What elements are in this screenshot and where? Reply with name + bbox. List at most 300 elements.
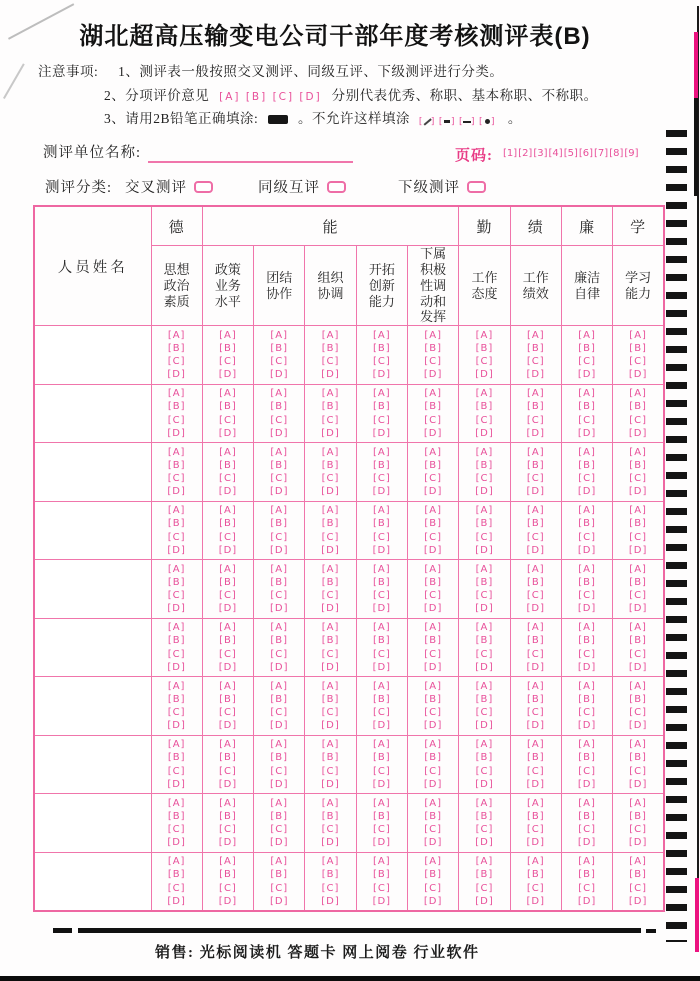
bubble-d[interactable]: [D] xyxy=(372,778,392,790)
bubble-b[interactable]: [B] xyxy=(424,810,442,822)
bubble-a[interactable]: [A] xyxy=(475,797,494,809)
bubble-c[interactable]: [C] xyxy=(578,356,596,368)
bubble-d[interactable]: [D] xyxy=(269,837,289,849)
bubble-b[interactable]: [B] xyxy=(167,810,186,822)
bubble-c[interactable]: [C] xyxy=(219,590,237,602)
bubble-b[interactable]: [B] xyxy=(629,459,647,471)
bubble-b[interactable]: [B] xyxy=(578,401,596,413)
bubble-c[interactable]: [C] xyxy=(321,707,340,719)
bubble-b[interactable]: [B] xyxy=(167,342,186,354)
bubble-d[interactable]: [D] xyxy=(167,778,186,790)
bubble-c[interactable]: [C] xyxy=(629,356,648,368)
bubble-d[interactable]: [D] xyxy=(628,837,648,849)
bubble-d[interactable]: [D] xyxy=(269,895,289,907)
bubble-d[interactable]: [D] xyxy=(423,720,443,732)
bubble-b[interactable]: [B] xyxy=(629,693,647,705)
bubble-b[interactable]: [B] xyxy=(629,518,647,530)
bubble-d[interactable]: [D] xyxy=(475,427,494,439)
bubble-b[interactable]: [B] xyxy=(424,869,442,881)
bubble-a[interactable]: [A] xyxy=(424,856,442,868)
bubble-a[interactable]: [A] xyxy=(424,622,442,634)
bubble-c[interactable]: [C] xyxy=(526,882,545,894)
name-write-area[interactable] xyxy=(34,443,151,502)
bubble-b[interactable]: [B] xyxy=(424,752,442,764)
name-write-area[interactable] xyxy=(34,794,151,853)
bubble-c[interactable]: [C] xyxy=(372,882,391,894)
bubble-a[interactable]: [A] xyxy=(526,388,545,400)
bubble-d[interactable]: [D] xyxy=(372,603,392,615)
bubble-b[interactable]: [B] xyxy=(424,693,442,705)
bubble-c[interactable]: [C] xyxy=(270,356,289,368)
bubble-c[interactable]: [C] xyxy=(629,414,648,426)
bubble-a[interactable]: [A] xyxy=(167,329,186,341)
bubble-a[interactable]: [A] xyxy=(526,856,545,868)
bubble-d[interactable]: [D] xyxy=(321,720,340,732)
subordinate-eval-checkbox[interactable] xyxy=(467,181,486,193)
bubble-a[interactable]: [A] xyxy=(373,505,391,517)
bubble-b[interactable]: [B] xyxy=(578,459,596,471)
bubble-c[interactable]: [C] xyxy=(270,590,289,602)
bubble-d[interactable]: [D] xyxy=(321,837,340,849)
bubble-a[interactable]: [A] xyxy=(424,329,442,341)
bubble-a[interactable]: [A] xyxy=(578,329,596,341)
bubble-d[interactable]: [D] xyxy=(321,895,340,907)
bubble-c[interactable]: [C] xyxy=(526,414,545,426)
bubble-c[interactable]: [C] xyxy=(629,531,648,543)
bubble-b[interactable]: [B] xyxy=(578,518,596,530)
bubble-b[interactable]: [B] xyxy=(270,635,289,647)
bubble-d[interactable]: [D] xyxy=(526,486,546,498)
page-number-bubble[interactable]: [3] xyxy=(533,148,548,159)
bubble-a[interactable]: [A] xyxy=(321,563,340,575)
bubble-a[interactable]: [A] xyxy=(321,739,340,751)
bubble-a[interactable]: [A] xyxy=(167,797,186,809)
bubble-c[interactable]: [C] xyxy=(270,882,289,894)
bubble-b[interactable]: [B] xyxy=(424,459,442,471)
bubble-b[interactable]: [B] xyxy=(629,869,647,881)
bubble-c[interactable]: [C] xyxy=(475,414,494,426)
bubble-a[interactable]: [A] xyxy=(219,563,237,575)
bubble-a[interactable]: [A] xyxy=(424,680,442,692)
bubble-c[interactable]: [C] xyxy=(321,414,340,426)
bubble-b[interactable]: [B] xyxy=(578,810,596,822)
bubble-a[interactable]: [A] xyxy=(629,680,647,692)
bubble-c[interactable]: [C] xyxy=(578,765,596,777)
bubble-a[interactable]: [A] xyxy=(526,797,545,809)
bubble-c[interactable]: [C] xyxy=(424,473,443,485)
bubble-a[interactable]: [A] xyxy=(321,329,340,341)
bubble-b[interactable]: [B] xyxy=(373,752,391,764)
bubble-a[interactable]: [A] xyxy=(270,739,289,751)
bubble-b[interactable]: [B] xyxy=(424,576,442,588)
bubble-b[interactable]: [B] xyxy=(219,401,237,413)
bubble-c[interactable]: [C] xyxy=(167,531,186,543)
bubble-a[interactable]: [A] xyxy=(270,388,289,400)
bubble-a[interactable]: [A] xyxy=(219,739,237,751)
bubble-a[interactable]: [A] xyxy=(424,505,442,517)
bubble-c[interactable]: [C] xyxy=(270,648,289,660)
bubble-a[interactable]: [A] xyxy=(526,329,545,341)
bubble-a[interactable]: [A] xyxy=(373,388,391,400)
bubble-a[interactable]: [A] xyxy=(219,446,237,458)
bubble-a[interactable]: [A] xyxy=(373,739,391,751)
bubble-d[interactable]: [D] xyxy=(321,544,340,556)
bubble-c[interactable]: [C] xyxy=(270,473,289,485)
page-number-bubble[interactable]: [4] xyxy=(548,148,563,159)
bubble-a[interactable]: [A] xyxy=(373,856,391,868)
bubble-a[interactable]: [A] xyxy=(219,505,237,517)
bubble-a[interactable]: [A] xyxy=(629,739,647,751)
bubble-d[interactable]: [D] xyxy=(423,661,443,673)
bubble-c[interactable]: [C] xyxy=(475,882,494,894)
bubble-c[interactable]: [C] xyxy=(526,707,545,719)
bubble-c[interactable]: [C] xyxy=(424,531,443,543)
name-write-area[interactable] xyxy=(34,677,151,736)
peer-eval-checkbox[interactable] xyxy=(327,181,346,193)
bubble-b[interactable]: [B] xyxy=(167,635,186,647)
bubble-c[interactable]: [C] xyxy=(167,414,186,426)
bubble-c[interactable]: [C] xyxy=(424,648,443,660)
bubble-b[interactable]: [B] xyxy=(219,635,237,647)
bubble-b[interactable]: [B] xyxy=(219,869,237,881)
bubble-d[interactable]: [D] xyxy=(577,778,597,790)
unit-name-input-line[interactable] xyxy=(148,143,353,163)
bubble-b[interactable]: [B] xyxy=(373,401,391,413)
bubble-d[interactable]: [D] xyxy=(218,603,238,615)
bubble-d[interactable]: [D] xyxy=(628,778,648,790)
bubble-b[interactable]: [B] xyxy=(629,752,647,764)
bubble-a[interactable]: [A] xyxy=(167,856,186,868)
bubble-c[interactable]: [C] xyxy=(321,824,340,836)
bubble-c[interactable]: [C] xyxy=(629,590,648,602)
bubble-c[interactable]: [C] xyxy=(372,765,391,777)
bubble-b[interactable]: [B] xyxy=(424,401,442,413)
bubble-c[interactable]: [C] xyxy=(475,765,494,777)
bubble-c[interactable]: [C] xyxy=(321,765,340,777)
name-write-area[interactable] xyxy=(34,560,151,619)
bubble-c[interactable]: [C] xyxy=(475,824,494,836)
bubble-c[interactable]: [C] xyxy=(475,531,494,543)
bubble-c[interactable]: [C] xyxy=(578,473,596,485)
bubble-b[interactable]: [B] xyxy=(219,576,237,588)
bubble-d[interactable]: [D] xyxy=(269,720,289,732)
bubble-d[interactable]: [D] xyxy=(167,486,186,498)
bubble-d[interactable]: [D] xyxy=(577,603,597,615)
bubble-d[interactable]: [D] xyxy=(372,720,392,732)
bubble-a[interactable]: [A] xyxy=(219,680,237,692)
bubble-d[interactable]: [D] xyxy=(269,369,289,381)
bubble-b[interactable]: [B] xyxy=(373,342,391,354)
bubble-c[interactable]: [C] xyxy=(270,765,289,777)
bubble-d[interactable]: [D] xyxy=(321,661,340,673)
bubble-b[interactable]: [B] xyxy=(475,752,494,764)
bubble-b[interactable]: [B] xyxy=(629,810,647,822)
page-number-bubble[interactable]: [8] xyxy=(609,148,624,159)
bubble-c[interactable]: [C] xyxy=(167,765,186,777)
bubble-b[interactable]: [B] xyxy=(373,459,391,471)
page-number-bubble[interactable]: [6] xyxy=(578,148,594,159)
bubble-a[interactable]: [A] xyxy=(321,622,340,634)
bubble-b[interactable]: [B] xyxy=(167,752,186,764)
bubble-a[interactable]: [A] xyxy=(629,329,647,341)
bubble-d[interactable]: [D] xyxy=(167,661,186,673)
bubble-a[interactable]: [A] xyxy=(578,563,596,575)
bubble-b[interactable]: [B] xyxy=(475,401,494,413)
bubble-b[interactable]: [B] xyxy=(219,693,237,705)
bubble-a[interactable]: [A] xyxy=(475,563,494,575)
bubble-d[interactable]: [D] xyxy=(218,778,238,790)
bubble-d[interactable]: [D] xyxy=(167,837,186,849)
bubble-b[interactable]: [B] xyxy=(475,459,494,471)
bubble-d[interactable]: [D] xyxy=(577,369,597,381)
bubble-c[interactable]: [C] xyxy=(578,648,596,660)
bubble-b[interactable]: [B] xyxy=(321,752,340,764)
bubble-b[interactable]: [B] xyxy=(424,518,442,530)
bubble-d[interactable]: [D] xyxy=(577,720,597,732)
bubble-a[interactable]: [A] xyxy=(270,446,289,458)
bubble-d[interactable]: [D] xyxy=(628,603,648,615)
bubble-d[interactable]: [D] xyxy=(423,486,443,498)
bubble-c[interactable]: [C] xyxy=(219,531,237,543)
bubble-d[interactable]: [D] xyxy=(475,778,494,790)
bubble-c[interactable]: [C] xyxy=(424,590,443,602)
bubble-b[interactable]: [B] xyxy=(526,459,545,471)
bubble-c[interactable]: [C] xyxy=(372,590,391,602)
bubble-c[interactable]: [C] xyxy=(629,882,648,894)
bubble-b[interactable]: [B] xyxy=(270,810,289,822)
bubble-c[interactable]: [C] xyxy=(629,648,648,660)
bubble-c[interactable]: [C] xyxy=(372,531,391,543)
bubble-a[interactable]: [A] xyxy=(373,329,391,341)
bubble-c[interactable]: [C] xyxy=(321,648,340,660)
bubble-c[interactable]: [C] xyxy=(372,707,391,719)
bubble-b[interactable]: [B] xyxy=(373,693,391,705)
bubble-c[interactable]: [C] xyxy=(475,648,494,660)
bubble-d[interactable]: [D] xyxy=(321,427,340,439)
bubble-c[interactable]: [C] xyxy=(219,414,237,426)
bubble-a[interactable]: [A] xyxy=(578,505,596,517)
bubble-c[interactable]: [C] xyxy=(321,882,340,894)
bubble-b[interactable]: [B] xyxy=(321,342,340,354)
bubble-a[interactable]: [A] xyxy=(321,446,340,458)
bubble-d[interactable]: [D] xyxy=(423,427,443,439)
bubble-b[interactable]: [B] xyxy=(321,518,340,530)
bubble-a[interactable]: [A] xyxy=(475,856,494,868)
bubble-c[interactable]: [C] xyxy=(424,824,443,836)
bubble-d[interactable]: [D] xyxy=(167,427,186,439)
bubble-a[interactable]: [A] xyxy=(373,797,391,809)
bubble-d[interactable]: [D] xyxy=(475,837,494,849)
page-number-bubble[interactable]: [1] xyxy=(503,148,518,159)
bubble-b[interactable]: [B] xyxy=(167,401,186,413)
bubble-b[interactable]: [B] xyxy=(167,693,186,705)
page-number-bubble[interactable]: [9] xyxy=(624,148,639,159)
bubble-b[interactable]: [B] xyxy=(475,635,494,647)
bubble-c[interactable]: [C] xyxy=(167,473,186,485)
bubble-c[interactable]: [C] xyxy=(424,356,443,368)
bubble-d[interactable]: [D] xyxy=(321,603,340,615)
bubble-a[interactable]: [A] xyxy=(373,680,391,692)
bubble-d[interactable]: [D] xyxy=(526,661,546,673)
bubble-d[interactable]: [D] xyxy=(372,486,392,498)
bubble-a[interactable]: [A] xyxy=(321,856,340,868)
bubble-b[interactable]: [B] xyxy=(270,342,289,354)
bubble-d[interactable]: [D] xyxy=(372,369,392,381)
bubble-d[interactable]: [D] xyxy=(577,661,597,673)
bubble-d[interactable]: [D] xyxy=(269,661,289,673)
bubble-b[interactable]: [B] xyxy=(629,635,647,647)
bubble-b[interactable]: [B] xyxy=(424,635,442,647)
bubble-d[interactable]: [D] xyxy=(526,778,546,790)
bubble-c[interactable]: [C] xyxy=(526,473,545,485)
bubble-b[interactable]: [B] xyxy=(578,869,596,881)
bubble-d[interactable]: [D] xyxy=(628,661,648,673)
bubble-a[interactable]: [A] xyxy=(167,563,186,575)
bubble-d[interactable]: [D] xyxy=(218,369,238,381)
bubble-a[interactable]: [A] xyxy=(526,622,545,634)
bubble-d[interactable]: [D] xyxy=(526,427,546,439)
bubble-b[interactable]: [B] xyxy=(167,459,186,471)
bubble-a[interactable]: [A] xyxy=(321,388,340,400)
bubble-d[interactable]: [D] xyxy=(218,661,238,673)
bubble-d[interactable]: [D] xyxy=(475,720,494,732)
bubble-b[interactable]: [B] xyxy=(373,810,391,822)
bubble-c[interactable]: [C] xyxy=(578,531,596,543)
page-number-bubble[interactable]: [5] xyxy=(563,148,578,159)
bubble-d[interactable]: [D] xyxy=(526,603,546,615)
bubble-d[interactable]: [D] xyxy=(269,778,289,790)
bubble-c[interactable]: [C] xyxy=(578,824,596,836)
bubble-d[interactable]: [D] xyxy=(167,720,186,732)
name-write-area[interactable] xyxy=(34,501,151,560)
bubble-b[interactable]: [B] xyxy=(373,518,391,530)
bubble-a[interactable]: [A] xyxy=(219,388,237,400)
bubble-b[interactable]: [B] xyxy=(167,576,186,588)
bubble-b[interactable]: [B] xyxy=(578,693,596,705)
bubble-c[interactable]: [C] xyxy=(578,707,596,719)
bubble-c[interactable]: [C] xyxy=(424,882,443,894)
bubble-c[interactable]: [C] xyxy=(526,531,545,543)
name-write-area[interactable] xyxy=(34,384,151,443)
bubble-b[interactable]: [B] xyxy=(526,810,545,822)
bubble-a[interactable]: [A] xyxy=(270,622,289,634)
bubble-d[interactable]: [D] xyxy=(423,837,443,849)
bubble-a[interactable]: [A] xyxy=(475,622,494,634)
bubble-a[interactable]: [A] xyxy=(578,388,596,400)
bubble-d[interactable]: [D] xyxy=(628,720,648,732)
bubble-a[interactable]: [A] xyxy=(629,388,647,400)
name-write-area[interactable] xyxy=(34,735,151,794)
bubble-c[interactable]: [C] xyxy=(424,765,443,777)
bubble-a[interactable]: [A] xyxy=(270,505,289,517)
bubble-b[interactable]: [B] xyxy=(167,869,186,881)
bubble-a[interactable]: [A] xyxy=(629,563,647,575)
bubble-c[interactable]: [C] xyxy=(629,765,648,777)
bubble-b[interactable]: [B] xyxy=(270,459,289,471)
name-write-area[interactable] xyxy=(34,326,151,385)
bubble-c[interactable]: [C] xyxy=(167,590,186,602)
bubble-b[interactable]: [B] xyxy=(321,576,340,588)
bubble-d[interactable]: [D] xyxy=(372,427,392,439)
bubble-c[interactable]: [C] xyxy=(167,707,186,719)
bubble-a[interactable]: [A] xyxy=(475,739,494,751)
bubble-a[interactable]: [A] xyxy=(373,622,391,634)
bubble-c[interactable]: [C] xyxy=(475,707,494,719)
bubble-a[interactable]: [A] xyxy=(475,680,494,692)
bubble-b[interactable]: [B] xyxy=(373,869,391,881)
bubble-c[interactable]: [C] xyxy=(219,707,237,719)
bubble-d[interactable]: [D] xyxy=(372,895,392,907)
bubble-d[interactable]: [D] xyxy=(218,837,238,849)
bubble-a[interactable]: [A] xyxy=(219,797,237,809)
bubble-b[interactable]: [B] xyxy=(321,810,340,822)
bubble-a[interactable]: [A] xyxy=(167,388,186,400)
bubble-a[interactable]: [A] xyxy=(526,446,545,458)
bubble-c[interactable]: [C] xyxy=(321,356,340,368)
bubble-d[interactable]: [D] xyxy=(269,544,289,556)
bubble-b[interactable]: [B] xyxy=(270,752,289,764)
bubble-d[interactable]: [D] xyxy=(475,544,494,556)
bubble-b[interactable]: [B] xyxy=(321,459,340,471)
bubble-b[interactable]: [B] xyxy=(475,810,494,822)
bubble-a[interactable]: [A] xyxy=(475,388,494,400)
bubble-a[interactable]: [A] xyxy=(167,739,186,751)
bubble-b[interactable]: [B] xyxy=(526,401,545,413)
bubble-c[interactable]: [C] xyxy=(372,648,391,660)
bubble-b[interactable]: [B] xyxy=(219,459,237,471)
bubble-c[interactable]: [C] xyxy=(629,473,648,485)
bubble-d[interactable]: [D] xyxy=(423,369,443,381)
bubble-d[interactable]: [D] xyxy=(475,895,494,907)
bubble-d[interactable]: [D] xyxy=(628,427,648,439)
bubble-d[interactable]: [D] xyxy=(475,661,494,673)
bubble-b[interactable]: [B] xyxy=(373,635,391,647)
bubble-b[interactable]: [B] xyxy=(578,635,596,647)
bubble-d[interactable]: [D] xyxy=(577,837,597,849)
bubble-d[interactable]: [D] xyxy=(167,369,186,381)
bubble-d[interactable]: [D] xyxy=(372,661,392,673)
bubble-c[interactable]: [C] xyxy=(578,882,596,894)
bubble-d[interactable]: [D] xyxy=(628,544,648,556)
bubble-c[interactable]: [C] xyxy=(321,473,340,485)
bubble-a[interactable]: [A] xyxy=(424,739,442,751)
bubble-a[interactable]: [A] xyxy=(526,505,545,517)
bubble-c[interactable]: [C] xyxy=(475,473,494,485)
bubble-d[interactable]: [D] xyxy=(321,486,340,498)
bubble-a[interactable]: [A] xyxy=(578,446,596,458)
bubble-c[interactable]: [C] xyxy=(372,356,391,368)
bubble-a[interactable]: [A] xyxy=(167,505,186,517)
bubble-a[interactable]: [A] xyxy=(475,329,494,341)
bubble-d[interactable]: [D] xyxy=(475,369,494,381)
bubble-c[interactable]: [C] xyxy=(372,414,391,426)
bubble-a[interactable]: [A] xyxy=(629,446,647,458)
bubble-a[interactable]: [A] xyxy=(475,446,494,458)
bubble-a[interactable]: [A] xyxy=(578,797,596,809)
bubble-c[interactable]: [C] xyxy=(270,824,289,836)
bubble-d[interactable]: [D] xyxy=(526,544,546,556)
bubble-d[interactable]: [D] xyxy=(577,486,597,498)
bubble-b[interactable]: [B] xyxy=(321,869,340,881)
bubble-d[interactable]: [D] xyxy=(269,486,289,498)
bubble-c[interactable]: [C] xyxy=(578,590,596,602)
bubble-d[interactable]: [D] xyxy=(167,895,186,907)
bubble-b[interactable]: [B] xyxy=(629,576,647,588)
bubble-d[interactable]: [D] xyxy=(423,544,443,556)
page-number-bubble[interactable]: [7] xyxy=(594,148,609,159)
bubble-c[interactable]: [C] xyxy=(629,707,648,719)
bubble-c[interactable]: [C] xyxy=(167,648,186,660)
